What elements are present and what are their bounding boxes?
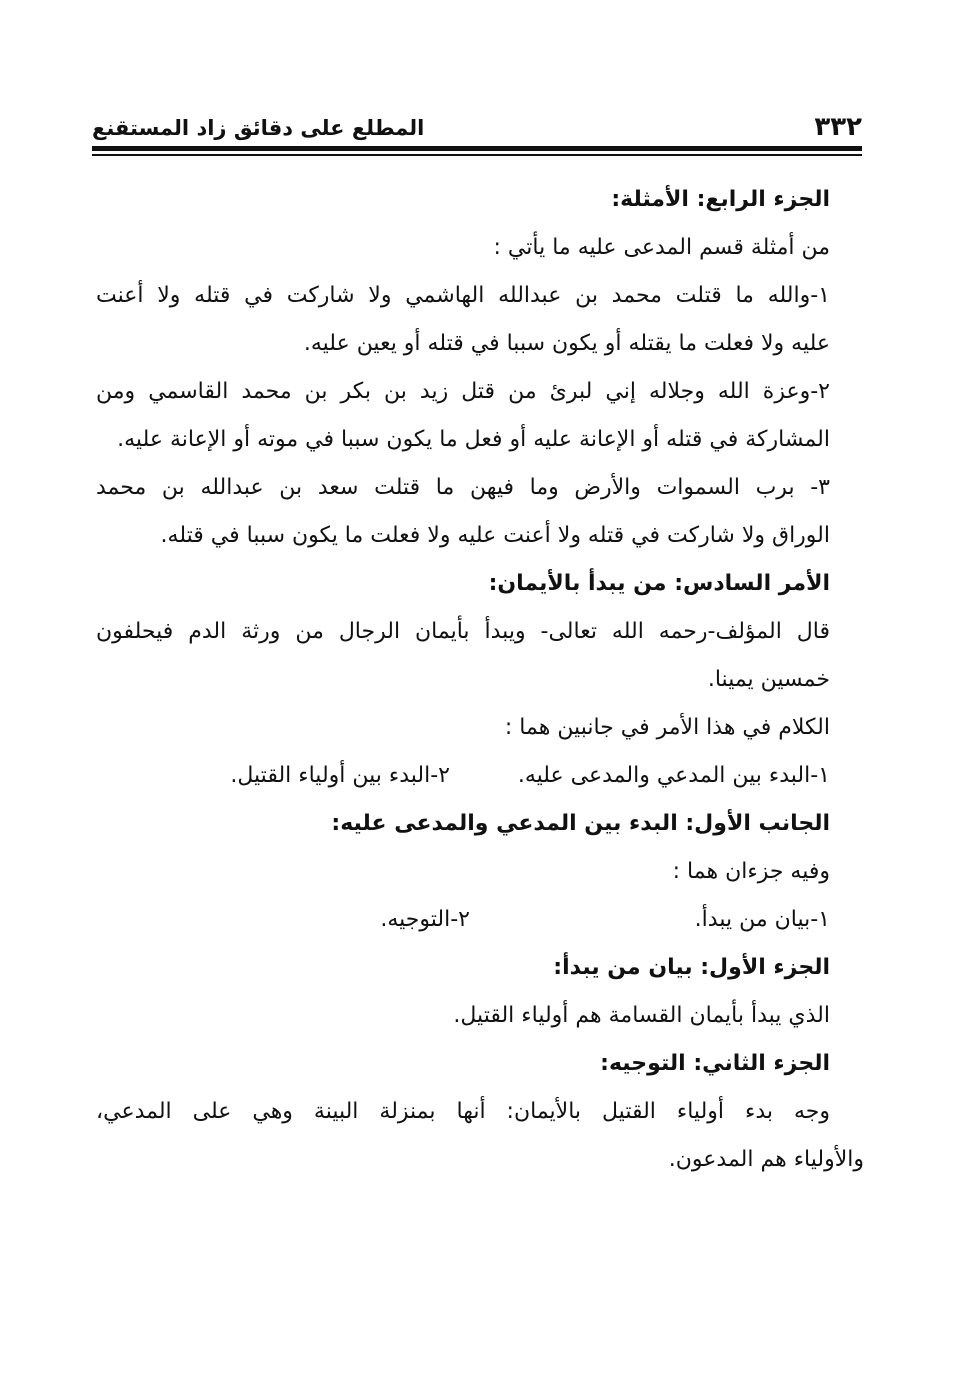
- section-heading: الجزء الرابع: الأمثلة:: [611, 187, 830, 212]
- header-rule-thick: [92, 146, 862, 151]
- paragraph-line: الكلام في هذا الأمر في جانبين هما :: [504, 715, 830, 740]
- paragraph-line: وفيه جزءان هما :: [672, 859, 830, 884]
- paragraph-line: خمسين يمينا.: [707, 667, 830, 692]
- header-rule-thin: [92, 154, 862, 156]
- section-heading: الجزء الأول: بيان من يبدأ:: [553, 955, 830, 980]
- paragraph-line: عليه ولا فعلت ما يقتله أو يكون سببا في قتله أو يعين عليه.: [303, 331, 830, 356]
- page-number: ٣٣٢: [814, 112, 862, 142]
- paragraph-line: الذي يبدأ بأيمان القسامة هم أولياء القتيل.: [453, 1003, 830, 1028]
- list-item: ٢-البدء بين أولياء القتيل.: [230, 763, 450, 788]
- list-item: ١-بيان من يبدأ.: [694, 907, 830, 932]
- page-header: [92, 112, 862, 146]
- paragraph-line: وجه بدء أولياء القتيل بالأيمان: أنها بمنزلة البينة وهي على المدعي،: [96, 1099, 830, 1124]
- list-row: [96, 752, 830, 800]
- list-item: ٢-التوجيه.: [380, 907, 470, 932]
- paragraph-line: قال المؤلف-رحمه الله تعالى- ويبدأ بأيمان الرجال من ورثة الدم فيحلفون: [96, 619, 830, 644]
- paragraph-line: ٣- برب السموات والأرض وما فيهن ما قتلت سعد بن عبدالله بن محمد: [96, 475, 830, 500]
- paragraph-line: ٢-وعزة الله وجلاله إني لبرئ من قتل زيد بن بكر بن محمد القاسمي ومن: [96, 379, 830, 404]
- paragraph-line: الوراق ولا شاركت في قتله ولا أعنت عليه ولا فعلت ما يكون سببا في قتله.: [160, 523, 830, 548]
- paragraph-line: المشاركة في قتله أو الإعانة عليه أو فعل ما يكون سببا في موته أو الإعانة عليه.: [117, 427, 830, 452]
- list-item: ١-البدء بين المدعي والمدعى عليه.: [517, 763, 830, 788]
- paragraph-line: والأولياء هم المدعون.: [668, 1147, 864, 1172]
- section-heading: الجزء الثاني: التوجيه:: [600, 1051, 830, 1076]
- section-heading: الأمر السادس: من يبدأ بالأيمان:: [488, 571, 830, 596]
- section-heading: الجانب الأول: البدء بين المدعي والمدعى عليه:: [331, 811, 830, 836]
- paragraph-line: من أمثلة قسم المدعى عليه ما يأتي :: [493, 235, 830, 260]
- list-row: [96, 896, 830, 944]
- paragraph-line: ١-والله ما قتلت محمد بن عبدالله الهاشمي ولا شاركت في قتله ولا أعنت: [96, 283, 830, 308]
- running-title: المطلع على دقائق زاد المستقنع: [92, 116, 425, 140]
- page-body: [96, 176, 864, 1184]
